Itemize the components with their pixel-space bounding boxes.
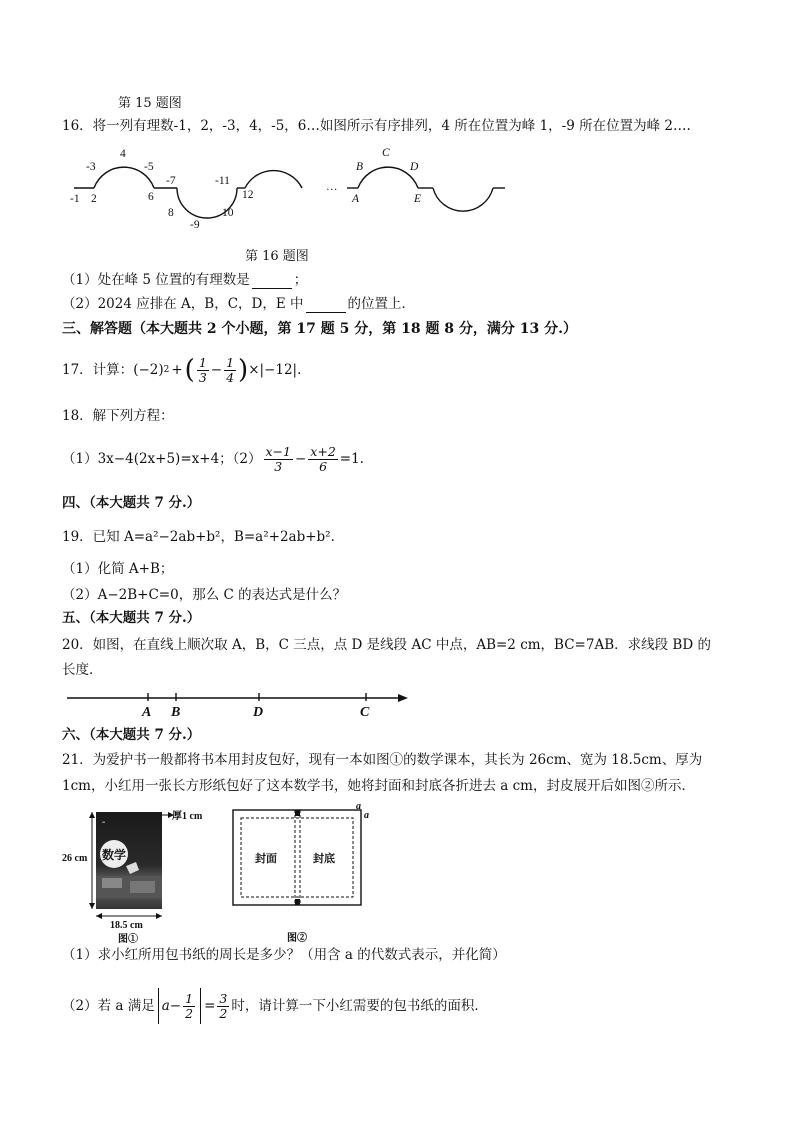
q16-label: 12 [242, 189, 254, 201]
q18-fraction-2: $\frac{x+2}{6}$ [310, 443, 336, 474]
q16-label: -1 [70, 193, 80, 205]
q16-label: 8 [168, 207, 174, 219]
q18-tail: =1. [339, 451, 364, 467]
thickness-label: 厚1 cm [172, 811, 203, 822]
q21-fraction-half: $\frac{1}{2}$ [185, 990, 194, 1021]
q21-fraction-three-halves: $\frac{3}{2}$ [219, 990, 228, 1021]
answer-blank[interactable] [306, 299, 346, 313]
q16-label: 10 [222, 207, 234, 219]
fig15-caption: 第 15 题图 [118, 96, 182, 111]
q21-stem-line1: 21．为爱护书一般都将书本用封皮包好，现有一本如图①的数学课本，其长为 26cm、宽为 18.5cm、厚为 [62, 752, 703, 768]
q17-minus: − [210, 362, 223, 378]
point-c-label: C [360, 705, 370, 720]
q16-label: -7 [166, 175, 176, 187]
q16-diagram [62, 140, 512, 235]
q17-exponent: 2 [163, 365, 170, 375]
fold-a-label-top: a [356, 801, 361, 812]
q21-figure-2-cover [225, 800, 385, 946]
book-logo-icon: ≡ [102, 820, 106, 826]
q19-stem: 19．已知 A=a²−2ab+b²，B=a²+2ab+b²． [62, 529, 345, 545]
q16-part2 [62, 295, 415, 313]
q21-figure-1-book [62, 806, 222, 946]
q21-part2-prefix: （2）若 a 满足 [62, 998, 155, 1014]
q18-stem: 18．解下列方程： [62, 408, 174, 424]
q16-label: 2 [91, 193, 97, 205]
q21-part1: （1）求小红所用包书纸的周长是多少？（用含 a 的代数式表示，并化简） [62, 947, 506, 963]
q21-part2 [62, 984, 488, 1028]
abs-bar-right [200, 988, 201, 1024]
fold-a-label-side: a [364, 810, 369, 821]
q18-equations [62, 441, 364, 477]
q19-part1: （1）化简 A+B； [62, 561, 174, 577]
q17 [62, 355, 301, 385]
q16-part1-end: ； [293, 272, 308, 288]
q17-tail: ×|−12|. [248, 362, 302, 378]
q21-equals: = [204, 998, 216, 1014]
figure-1-caption: 图① [118, 934, 138, 945]
q16-part2-text: （2）2024 应排在 A，B，C，D，E 中 [62, 296, 304, 312]
abs-bar-left [158, 988, 159, 1024]
point-d-label: D [253, 705, 264, 720]
q16-label: 6 [148, 191, 154, 203]
q17-prefix: 17．计算： [62, 362, 134, 378]
point-b-label: B [171, 705, 181, 720]
q17-paren-open: ( [184, 355, 195, 385]
section-6-heading: 六、（本大题共 7 分.） [62, 727, 201, 743]
height-label: 26 cm [62, 853, 88, 864]
q20-stem-line2: 长度． [62, 662, 103, 678]
q18-fraction-1: $\frac{x-1}{3}$ [265, 443, 291, 474]
width-label: 18.5 cm [110, 920, 143, 931]
q16-label: -3 [86, 161, 96, 173]
q20-number-line [62, 688, 412, 720]
point-a-label: A [142, 705, 152, 720]
q17-paren-close: ) [238, 355, 249, 385]
q21-abs-expr: a− [161, 998, 182, 1014]
q17-fraction-1: $\frac{1}{3}$ [198, 354, 207, 385]
back-cover-label: 封底 [313, 853, 335, 865]
q16-label: 4 [120, 148, 126, 160]
q18-part1: （1）3x−4(2x+5)=x+4；（2） [62, 451, 262, 467]
section-3-heading: 三、解答题（本大题共 2 个小题，第 17 题 5 分，第 18 题 8 分，满分 13 分.） [62, 321, 578, 337]
figure-2-caption: 图② [287, 933, 307, 944]
fig16-caption: 第 16 题图 [245, 249, 309, 264]
q16-part1-text: （1）处在峰 5 位置的有理数是 [62, 272, 250, 288]
q16-part2-end: 的位置上． [347, 296, 415, 312]
q16-part1 [62, 271, 307, 289]
section-4-heading: 四、（本大题共 7 分.） [62, 495, 201, 511]
q16-label: A [352, 193, 360, 205]
q18-minus: − [294, 451, 307, 467]
q17-base: (−2) [133, 362, 164, 378]
section-5-heading: 五、（本大题共 7 分.） [62, 610, 201, 626]
q16-label: -5 [144, 161, 154, 173]
q16-label: -11 [215, 175, 230, 187]
front-cover-label: 封面 [255, 853, 277, 865]
q16-label: D [410, 161, 419, 173]
q17-fraction-2: $\frac{1}{4}$ [226, 354, 235, 385]
q17-plus: + [171, 362, 183, 378]
q16-label: E [414, 193, 422, 205]
q20-stem-line1: 20．如图，在直线上顺次取 A，B，C 三点，点 D 是线段 AC 中点，AB=2 cm，BC=7AB．求线段 BD 的 [62, 637, 711, 653]
q16-label: B [356, 161, 364, 173]
answer-blank[interactable] [252, 275, 292, 289]
q19-part2: （2）A−2B+C=0，那么 C 的表达式是什么？ [62, 587, 347, 603]
q21-part2-suffix: 时，请计算一下小红需要的包书纸的面积． [231, 998, 488, 1014]
q16-label: -9 [190, 219, 200, 231]
q16-stem: 16．将一列有理数-1，2，-3，4，-5，6…如图所示有序排列，4 所在位置为峰 1，-9 所在位置为峰 2…. [62, 118, 691, 134]
q16-ellipsis: … [326, 181, 338, 193]
book-title: 数学 [102, 848, 127, 862]
q21-stem-line2: 1cm，小红用一张长方形纸包好了这本数学书，她将封面和封底各折进去 a cm，封皮展开后如图②所示． [62, 778, 695, 794]
q16-label: C [382, 147, 390, 159]
